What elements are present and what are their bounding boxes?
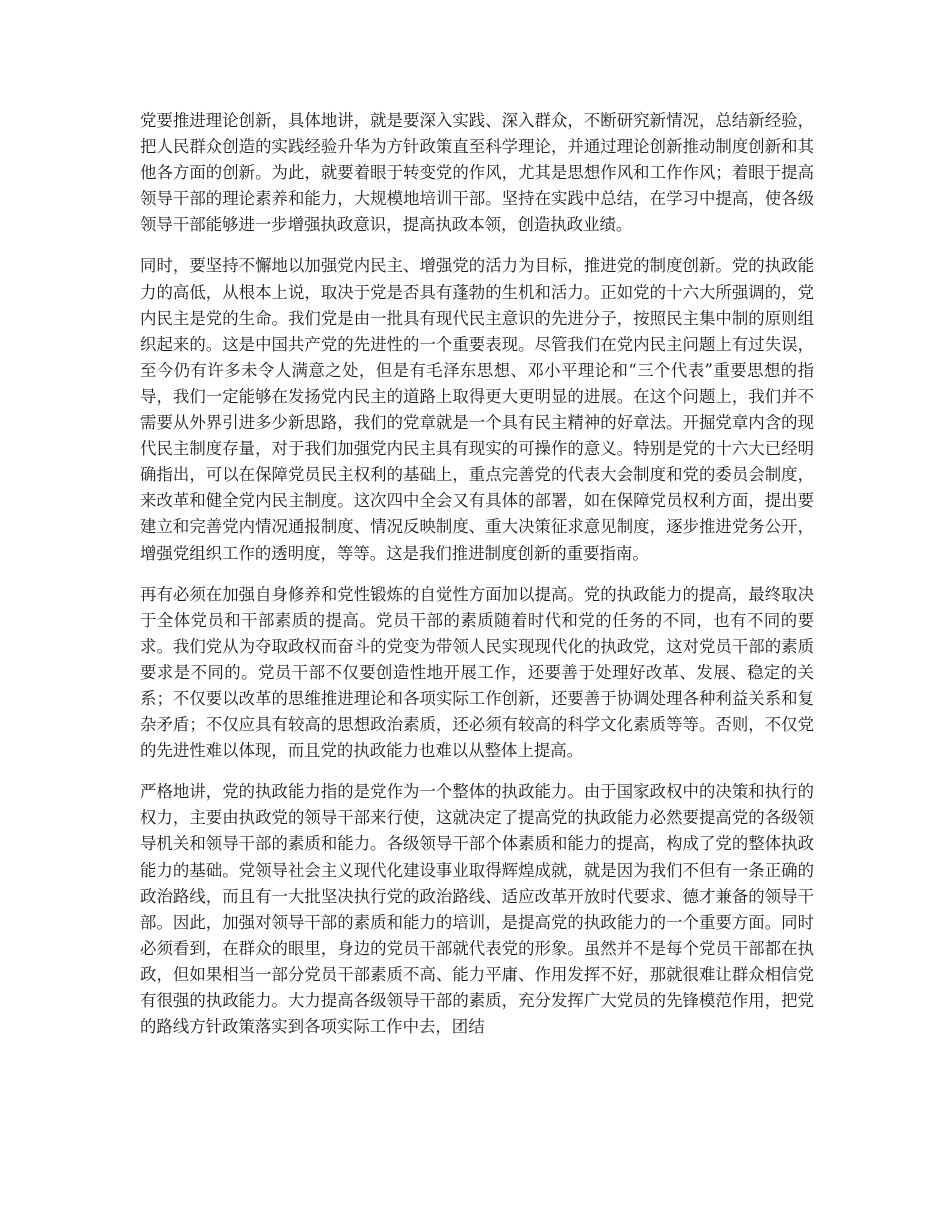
paragraph-3: 再有必须在加强自身修养和党性锻炼的自觉性方面加以提高。党的执政能力的提高，最终取决于全体党员和干部素质的提高。党员干部的素质随着时代和党的任务的不同，也有不同的要求。我们党从为夺取政权而奋斗的党变为带领人民实现现代化的执政党，这对党员干部的素质要求是不同的。党员干部不仅要创造性地开展工作，还要善于处理好改革、发展、稳定的关系；不仅要以改革的思维推进理论和各项实际工作创新，还要善于协调处理各种利益关系和复杂矛盾；不仅应具有较高的思想政治素质，还必须有较高的科学文化素质等等。否则，不仅党的先进性难以体现，而且党的执政能力也难以从整体上提高。 (140, 584, 814, 761)
paragraph-4: 严格地讲，党的执政能力指的是党作为一个整体的执政能力。由于国家政权中的决策和执行的权力，主要由执政党的领导干部来行使，这就决定了提高党的执政能力必然要提高党的各级领导机关和领导干部的素质和能力。各级领导干部个体素质和能力的提高，构成了党的整体执政能力的基础。党领导社会主义现代化建设事业取得辉煌成就，就是因为我们不但有一条正确的政治路线，而且有一大批坚决执行党的政治路线、适应改革开放时代要求、德才兼备的领导干部。因此，加强对领导干部的素质和能力的培训，是提高党的执政能力的一个重要方面。同时必须看到，在群众的眼里，身边的党员干部就代表党的形象。虽然并不是每个党员干部都在执政，但如果相当一部分党员干部素质不高、能力平庸、作用发挥不好，那就很难让群众相信党有很强的执政能力。大力提高各级领导干部的素质，充分发挥广大党员的先锋模范作用，把党的路线方针政策落实到各项实际工作中去，团结 (140, 782, 814, 1037)
paragraph-1: 党要推进理论创新，具体地讲，就是要深入实践、深入群众，不断研究新情况，总结新经验，把人民群众创造的实践经验升华为方针政策直至科学理论，并通过理论创新推动制度创新和其他各方面的创新。为此，就要着眼于转变党的作风，尤其是思想作风和工作作风；着眼于提高领导干部的理论素养和能力，大规模地培训干部。坚持在实践中总结，在学习中提高，使各级领导干部能够进一步增强执政意识，提高执政本领，创造执政业绩。 (140, 111, 814, 235)
document-body (140, 108, 814, 1055)
paragraph-2: 同时，要坚持不懈地以加强党内民主、增强党的活力为目标，推进党的制度创新。党的执政能力的高低，从根本上说，取决于党是否具有蓬勃的生机和活力。正如党的十六大所强调的，党内民主是党的生命。我们党是由一批具有现代民主意识的先进分子，按照民主集中制的原则组织起来的。这是中国共产党的先进性的一个重要表现。尽管我们在党内民主问题上有过失误，至今仍有许多未令人满意之处，但是有毛泽东思想、邓小平理论和“三个代表”重要思想的指导，我们一定能够在发扬党内民主的道路上取得更大更明显的进展。在这个问题上，我们并不需要从外界引进多少新思路，我们的党章就是一个具有民主精神的好章法。开掘党章内含的现代民主制度存量，对于我们加强党内民主具有现实的可操作的意义。特别是党的十六大已经明确指出，可以在保障党员民主权利的基础上，重点完善党的代表大会制度和党的委员会制度，来改革和健全党内民主制度。这次四中全会又有具体的部署，如在保障党员权利方面，提出要建立和完善党内情况通报制度、情况反映制度、重大决策征求意见制度，逐步推进党务公开，增强党组织工作的透明度，等等。这是我们推进制度创新的重要指南。 (140, 256, 814, 563)
